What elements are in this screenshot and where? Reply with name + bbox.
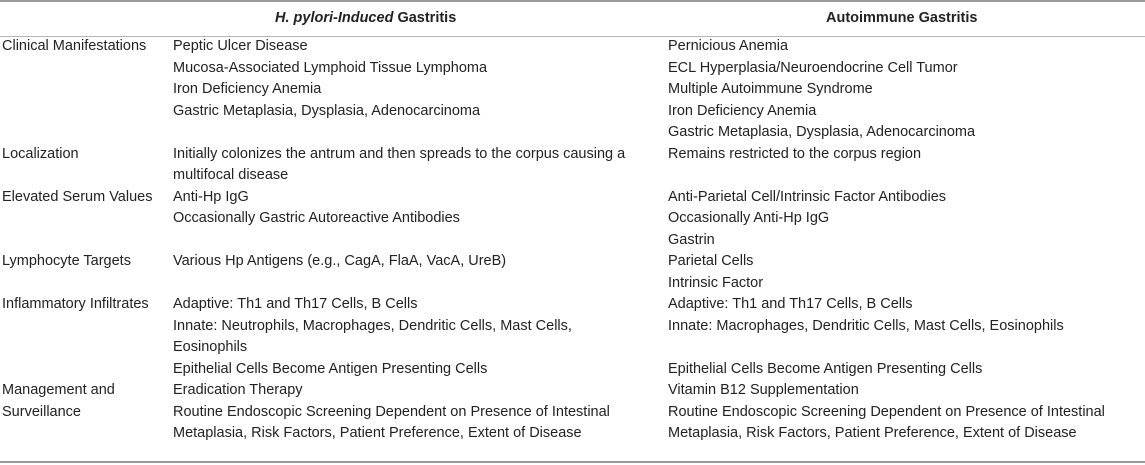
hp-cell-line: multifocal disease bbox=[173, 167, 289, 183]
row-label-line: Management and bbox=[2, 382, 115, 398]
autoimmune-cell-line: Parietal Cells bbox=[668, 253, 754, 269]
hp-cell-line: Peptic Ulcer Disease bbox=[173, 38, 308, 54]
autoimmune-cell-line bbox=[668, 337, 1064, 359]
autoimmune-cell-line: Epithelial Cells Become Antigen Presenting Cells bbox=[668, 360, 983, 377]
autoimmune-cell bbox=[668, 36, 975, 144]
column-header-autoimmune-gastritis: Autoimmune Gastritis bbox=[826, 10, 978, 26]
hp-cell bbox=[173, 294, 572, 380]
column-header-hp-rest: Gastritis bbox=[393, 10, 457, 26]
autoimmune-cell-line: Vitamin B12 Supplementation bbox=[668, 382, 859, 398]
autoimmune-cell-line: Occasionally Anti-Hp IgG bbox=[668, 210, 830, 226]
column-header-hp-gastritis bbox=[275, 10, 456, 26]
autoimmune-cell-line: Multiple Autoimmune Syndrome bbox=[668, 81, 873, 97]
autoimmune-cell bbox=[668, 187, 946, 252]
autoimmune-cell bbox=[668, 380, 1105, 445]
autoimmune-cell-line: Routine Endoscopic Screening Dependent on Presence of Intestinal bbox=[668, 403, 1105, 420]
autoimmune-cell-line: Gastrin bbox=[668, 231, 715, 248]
autoimmune-cell-line: Remains restricted to the corpus region bbox=[668, 145, 922, 162]
hp-cell-line: Eosinophils bbox=[173, 339, 248, 355]
row-label bbox=[2, 36, 146, 58]
hp-cell-line: Innate: Neutrophils, Macrophages, Dendritic Cells, Mast Cells, bbox=[173, 317, 572, 334]
autoimmune-cell-line: Innate: Macrophages, Dendritic Cells, Mast Cells, Eosinophils bbox=[668, 317, 1064, 334]
row-label-line: Localization bbox=[2, 145, 79, 162]
autoimmune-cell bbox=[668, 144, 921, 166]
row-label-line: Elevated Serum Values bbox=[2, 188, 153, 205]
hp-cell-line: Mucosa-Associated Lymphoid Tissue Lymphoma bbox=[173, 59, 488, 76]
autoimmune-cell-line: Iron Deficiency Anemia bbox=[668, 102, 817, 119]
hp-cell-line: Routine Endoscopic Screening Dependent on Presence of Intestinal bbox=[173, 403, 610, 420]
autoimmune-cell-line: Adaptive: Th1 and Th17 Cells, B Cells bbox=[668, 296, 913, 312]
bottom-rule bbox=[0, 461, 1145, 463]
autoimmune-cell-line: Metaplasia, Risk Factors, Patient Preference, Extent of Disease bbox=[668, 425, 1077, 441]
autoimmune-cell bbox=[668, 251, 763, 294]
row-label bbox=[2, 380, 115, 423]
hp-cell bbox=[173, 144, 625, 187]
autoimmune-cell-line: Anti-Parietal Cell/Intrinsic Factor Antibodies bbox=[668, 188, 947, 205]
autoimmune-cell-line: Gastric Metaplasia, Dysplasia, Adenocarcinoma bbox=[668, 124, 976, 140]
hp-cell bbox=[173, 187, 460, 230]
column-header-hp-italic: H. pylori-Induced bbox=[275, 10, 394, 26]
hp-cell bbox=[173, 36, 487, 122]
hp-cell-line: Epithelial Cells Become Antigen Presenting Cells bbox=[173, 360, 488, 377]
autoimmune-cell-line: Pernicious Anemia bbox=[668, 38, 789, 54]
row-label bbox=[2, 294, 149, 316]
hp-cell-line: Various Hp Antigens (e.g., CagA, FlaA, VacA, UreB) bbox=[173, 253, 507, 269]
hp-cell-line: Iron Deficiency Anemia bbox=[173, 81, 322, 97]
row-label bbox=[2, 251, 131, 273]
hp-cell-line: Anti-Hp IgG bbox=[173, 188, 249, 205]
autoimmune-cell-line: ECL Hyperplasia/Neuroendocrine Cell Tumor bbox=[668, 59, 958, 76]
row-label-line: Lymphocyte Targets bbox=[2, 253, 131, 269]
hp-cell-line: Eradication Therapy bbox=[173, 382, 303, 398]
row-label-line: Inflammatory Infiltrates bbox=[2, 296, 149, 312]
autoimmune-cell bbox=[668, 294, 1064, 380]
row-label-line: Surveillance bbox=[2, 403, 81, 420]
hp-cell-line: Occasionally Gastric Autoreactive Antibodies bbox=[173, 210, 460, 226]
autoimmune-cell-line: Intrinsic Factor bbox=[668, 274, 764, 291]
hp-cell-line: Adaptive: Th1 and Th17 Cells, B Cells bbox=[173, 296, 418, 312]
row-label bbox=[2, 144, 79, 166]
hp-cell-line: Metaplasia, Risk Factors, Patient Preference, Extent of Disease bbox=[173, 425, 582, 441]
hp-cell-line: Initially colonizes the antrum and then spreads to the corpus causing a bbox=[173, 145, 626, 162]
hp-cell bbox=[173, 380, 610, 445]
hp-cell bbox=[173, 251, 506, 273]
row-label-line: Clinical Manifestations bbox=[2, 38, 147, 54]
row-label bbox=[2, 187, 152, 209]
hp-cell-line: Gastric Metaplasia, Dysplasia, Adenocarcinoma bbox=[173, 102, 481, 119]
top-rule bbox=[0, 0, 1145, 2]
